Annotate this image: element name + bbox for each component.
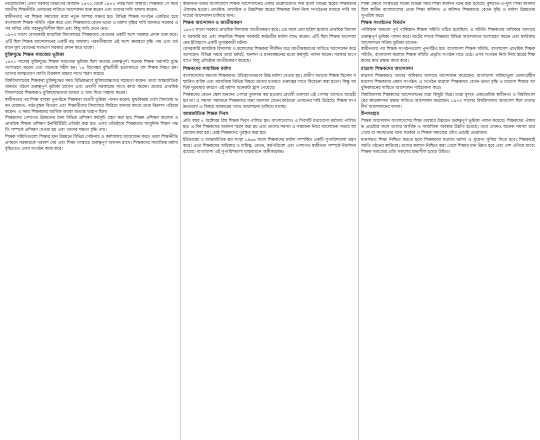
paragraph: ইউনেস্কো ও আন্তর্জাতিক শ্রম সংস্থা ১৯৬৬ সালে শিক্ষকদের মর্যাদা সম্পর্কিত একটি সুপারিশমালা গ্রহণ করে। এতে শিক্ষকদের অধিকার ও দায়িত্ব, বেতন, কর্মপরিবেশ এবং পেশাগত স্বাধীনতা সম্পর্কে নির্দেশনা রয়েছে। বাংলাদেশ এই সুপারিশমালা বাস্তবায়নে অঙ্গীকারবদ্ধ। <box>183 137 356 155</box>
paragraph: ১৯৭১ সালের মুক্তিযুদ্ধে শিক্ষক সমাজের ভূমিকা ছিল অত্যন্ত গুরুত্বপূর্ণ। অনেক শিক্ষক সরাসরি যুদ্ধে অংশগ্রহণ করেন এবং অনেকে শহীদ হন। ১৪ ডিসেম্বর বুদ্ধিজীবী হত্যাকাণ্ডে বহু শিক্ষক নিহত হন। তাদের আত্মত্যাগ জাতি চিরকাল শ্রদ্ধার সাথে স্মরণ করবে। <box>5 59 178 78</box>
paragraph: স্বাধীনতার পর শিক্ষক সংগঠনগুলো পুনর্গঠিত হয়। বাংলাদেশ শিক্ষক সমিতি, বাংলাদেশ প্রাথমিক শিক্ষক সমিতি, বাংলাদেশ কলেজ শিক্ষক সমিতি প্রভৃতি সংগঠন গড়ে ওঠে। এসব সংগঠন নিজ নিজ স্তরের শিক্ষকদের স্বার্থ রক্ষায় কাজ করে। <box>361 47 535 65</box>
paragraph: বিশ্ববিদ্যালয়ের শিক্ষকরা মুক্তিযুদ্ধের সময় বিভিন্নভাবে মুক্তিযোদ্ধাদের সহায়তা করেন। তারা আন্তর্জাতিক জনমত গঠনে গুরুত্বপূর্ণ ভূমিকা রাখেন এবং প্রবাসী সরকারের সাথে কাজ করেন। গ্রামের প্রাথমিক বিদ্যালয়ের শিক্ষকরাও মুক্তিযোদ্ধাদের আশ্রয় ও খাদ্য দিয়ে সাহায্য করেন। <box>5 78 178 96</box>
section-heading: মাদ্রাসা শিক্ষকদের আন্দোলন <box>361 66 413 72</box>
section-heading: উপসংহার <box>361 111 379 117</box>
paragraph: ১৯৭৩ সালে বেসরকারি মাধ্যমিক বিদ্যালয়ের শিক্ষকদের বেতনের একটি অংশ সরকার প্রদান শুরু করে। এটি ছিল শিক্ষক আন্দোলনের একটি বড় সাফল্য। পরবর্তীকালে এই অংশ ক্রমান্বয়ে বৃদ্ধি পায় এবং বর্তমানে মূল বেতনের শতভাগ সরকার প্রদান করে থাকে। <box>5 33 178 51</box>
paragraph: শিক্ষকদের পেশাগত উন্নয়নের জন্য বিভিন্ন প্রশিক্ষণ কর্মসূচি গ্রহণ করা হয়। শিক্ষক প্রশিক্ষণ কলেজ ও প্রাথমিক শিক্ষক প্রশিক্ষণ ইনস্টিটিউট প্রতিষ্ঠা করা হয়। এসব প্রতিষ্ঠানে শিক্ষকদের আধুনিক শিক্ষণ পদ্ধতি সম্পর্কে প্রশিক্ষণ দেওয়া হয় এবং তাদের দক্ষতা বৃদ্ধি পায়। <box>5 116 178 134</box>
paragraph: বাংলাদেশের সমাজে শিক্ষকদের ঐতিহ্যগতভাবে উচ্চ মর্যাদা দেওয়া হয়। গ্রামীণ সমাজে শিক্ষক ছিলেন সম্মানিত ব্যক্তি এবং সামাজিক বিভিন্ন বিষয়ে তাদের মতামত গুরুত্বের সাথে বিবেচনা করা হতো। কিন্তু আর্থিক দুরবস্থার কারণে এই মর্যাদা অনেকটা হ্রাস পেয়েছে। <box>183 73 356 91</box>
paragraph: শিক্ষা ক্ষেত্রে সংস্কারের লক্ষ্যে বিভিন্ন সময় শিক্ষা কমিশন গঠন করা হয়েছে। কুদরাত-এ-খুদা শিক্ষা কমিশন ছিল স্বাধীন বাংলাদেশের প্রথম শিক্ষা কমিশন। এ কমিশন শিক্ষকদের বেতন বৃদ্ধি ও মর্যাদা উন্নয়নের সুপারিশ করে। <box>361 2 535 20</box>
section-heading: শিক্ষকদের সামাজিক মর্যাদা <box>183 66 232 72</box>
paragraph: স্বাধীনতার পর শিক্ষক সমাজের মধ্যে নতুন আশার সঞ্চার হয়। বিভিন্ন শিক্ষক সংগঠন একত্রিত হয়ে বাংলাদেশ শিক্ষক সমিতি গঠন করে এবং শিক্ষকদের বেতন ভাতা ও মর্যাদা বৃদ্ধির দাবি জানায়। সরকার এসব দাবির প্রতি সহানুভূতিশীল ছিল এবং কিছু দাবি মেনে নেয়। <box>5 14 178 32</box>
section-heading: আন্তর্জাতিক শিক্ষক দিবস <box>183 111 229 117</box>
paragraph: প্রতি বছর ৫ অক্টোবর বিশ্ব শিক্ষক দিবস পালিত হয়। বাংলাদেশেও এ দিবসটি যথাযোগ্য মর্যাদায় পালিত হয়। এ দিন শিক্ষকদের অবদান স্মরণ করা হয় এবং তাদের সমস্যা ও সম্ভাবনা নিয়ে আলোচনা সভার আয়োজন করা হয়। শ্রেষ্ঠ শিক্ষকদের পুরস্কৃত করা হয়। <box>183 119 356 137</box>
paragraph: নিয়েছিলেন। এসব সরকার বিভাগের অবস্থান ১৯৭২ থেকে ১৯৭৫ পর্যন্ত ছিল অস্থায়ী। শিক্ষকরা সে সময় জাতীয় শিক্ষানীতি প্রণয়নের দাবিতে আন্দোলন শুরু করেন এবং তাদের দাবি আদায় করেন। <box>5 2 179 14</box>
paragraph: স্বাধীনতার পর শিক্ষা ব্যবস্থা পুনর্গঠনে শিক্ষকরা অগ্রণী ভূমিকা পালন করেন। যুদ্ধবিধ্বস্ত দেশে বিদ্যালয় ভবন মেরামত, পাঠ্যপুস্তক বিতরণ এবং শিক্ষার্থীদের বিদ্যালয়ে ফিরিয়ে আনার কাজে তারা নিরলস পরিশ্রম করেন। এ সময় শিক্ষকদের আর্থিক অবস্থা অত্যন্ত খারাপ ছিল। <box>5 97 178 115</box>
text-column-3 <box>359 2 537 440</box>
section-heading: শিক্ষক আন্দোলন ও জাতীয়করণ <box>183 21 242 27</box>
paragraph: বেসরকারি মাধ্যমিক বিদ্যালয় ও কলেজের শিক্ষকরা দীর্ঘদিন ধরে জাতীয়করণের দাবিতে আন্দোলন করে আসছেন। বিভিন্ন সময়ে তারা ধর্মঘট, অনশন ও মানববন্ধনের মতো কর্মসূচি পালন করেন। সরকার ধাপে ধাপে কিছু প্রতিষ্ঠান জাতীয়করণ করেছে। <box>183 47 356 65</box>
paragraph: ১৯৭৩ সালে সরকার প্রাথমিক বিদ্যালয় জাতীয়করণ করে। এর ফলে প্রায় ছত্রিশ হাজার প্রাথমিক বিদ্যালয় সরকারি হয় এবং লক্ষাধিক শিক্ষক সরকারি কর্মচারীর মর্যাদা লাভ করেন। এটি ছিল শিক্ষক আন্দোলনের ইতিহাসে একটি যুগান্তকারী ঘটনা। <box>183 28 356 46</box>
section-heading: শিক্ষক সংগঠনের বিবর্তন <box>361 21 406 27</box>
text-column-2 <box>181 2 359 440</box>
paragraph: শিক্ষকদের বেতন স্কেল অন্যান্য পেশার তুলনায় কম হওয়ায় মেধাবী তরুণরা এই পেশায় আসতে আগ্রহী হয় না। এ সমস্যা সমাধানে শিক্ষকদের জন্য আলাদা বেতন কাঠামো প্রণয়নের দাবি উঠেছে। শিক্ষক সংগঠনগুলো এ বিষয়ে সরকারের সাথে আলোচনা চালিয়ে যাচ্ছে। <box>183 92 356 110</box>
paragraph: মানসম্মত শিক্ষা নিশ্চিত করতে হলে শিক্ষকদের যথাযথ মর্যাদা ও সুযোগ সুবিধা দিতে হবে। শিক্ষকরাই জাতি গঠনের কারিগর। তাদের কল্যাণ নিশ্চিত করা গেলে শিক্ষার মান উন্নত হবে এবং দেশ এগিয়ে যাবে। শিক্ষক সমাজের প্রতি সকলের শ্রদ্ধাশীল হওয়া উচিত। <box>361 137 535 155</box>
paragraph: পাকিস্তান আমলে পূর্ব পাকিস্তান শিক্ষক সমিতি গঠিত হয়েছিল। এ সমিতি শিক্ষকদের অধিকার আদায়ে গুরুত্বপূর্ণ ভূমিকা পালন করে। ষাটের দশকে শিক্ষকরা বিভিন্ন আন্দোলনে অংশগ্রহণ করেন এবং স্বাধিকার আন্দোলনে সক্রিয় ভূমিকা রাখেন। <box>361 28 535 46</box>
text-column-1 <box>3 2 181 440</box>
paragraph: শিক্ষক আন্দোলন বাংলাদেশের শিক্ষা ব্যবস্থার উন্নয়নে গুরুত্বপূর্ণ ভূমিকা পালন করেছে। শিক্ষকদের ঐক্যবদ্ধ প্রচেষ্টার ফলে তাদের আর্থিক ও সামাজিক অবস্থার উন্নতি হয়েছে। তবে এখনও অনেক সমস্যা রয়ে গেছে যা সমাধানের জন্য সরকার ও শিক্ষক সমাজের যৌথ প্রচেষ্টা প্রয়োজন। <box>361 119 535 137</box>
section-heading: মুক্তিযুদ্ধে শিক্ষক সমাজের ভূমিকা <box>5 52 65 58</box>
paragraph: স্বাধীনতা-উত্তর বাংলাদেশে শিক্ষক আন্দোলনের একটি উল্লেখযোগ্য দিক হলো বিভিন্ন স্তরের শিক্ষকদের ঐক্যবদ্ধ হওয়া। প্রাথমিক, মাধ্যমিক ও উচ্চশিক্ষা স্তরের শিক্ষকরা নিজ নিজ সংগঠনের মাধ্যমে দাবি আদায়ের আন্দোলন চালিয়ে যান। <box>183 2 356 20</box>
paragraph: মাদ্রাসা শিক্ষকরাও তাদের অধিকার আদায়ে আন্দোলন করেছেন। বাংলাদেশ জমিয়াতুল মোদার্রেছীন মাদ্রাসা শিক্ষকদের প্রধান সংগঠন। এ সংগঠন মাদ্রাসা শিক্ষকদের বেতন ভাতা বৃদ্ধি ও মাদ্রাসা শিক্ষার আধুনিকায়নের দাবিতে আন্দোলন পরিচালনা করে। <box>361 73 535 91</box>
paragraph: বিশ্ববিদ্যালয় শিক্ষকদের আন্দোলনের ধারা কিছুটা ভিন্ন। তারা মূলত একাডেমিক স্বাধীনতা ও বিশ্ববিদ্যালয়ের স্বায়ত্তশাসন রক্ষার দাবিতে আন্দোলন করেছেন। ১৯৭৩ সালের বিশ্ববিদ্যালয় অধ্যাদেশ ছিল তাদের দীর্ঘ আন্দোলনের ফসল। <box>361 92 535 110</box>
paragraph: শিক্ষক সমিতিগুলো শিক্ষার মান উন্নয়নে বিভিন্ন সেমিনার ও কর্মশালার আয়োজন করে। তারা শিক্ষানীতি প্রণয়নে সরকারকে পরামর্শ দেয় এবং শিক্ষা সংস্কারে গুরুত্বপূর্ণ অবদান রাখে। শিক্ষকদের সামাজিক মর্যাদা বৃদ্ধিতেও এসব সংগঠন কাজ করে। <box>5 135 178 153</box>
